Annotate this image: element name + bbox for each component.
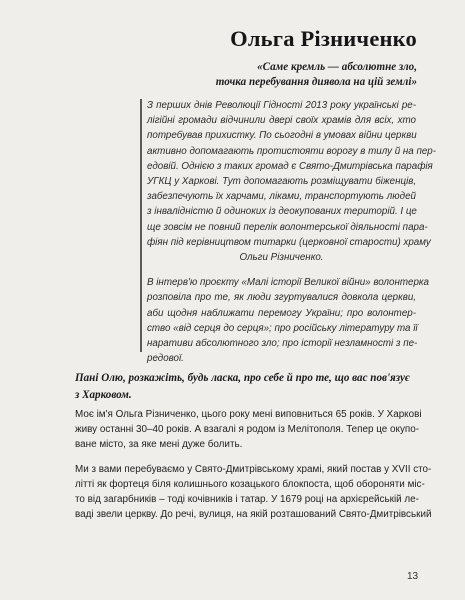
text-line: ще зовсім не повний перелік волонтерської діяльності пара- (147, 221, 428, 233)
text-line: то від загарбників – тоді кочівників і татар. У 1679 році на архієрейській ле- (75, 494, 419, 506)
intro-paragraph-2 (147, 275, 429, 366)
intro-block (147, 98, 437, 366)
page-title: Ольга Різниченко (230, 26, 417, 51)
question-line: з Харковом. (75, 389, 132, 401)
text-line: Ольги Різниченко. (239, 252, 324, 264)
epigraph-line: точка перебування диявола на цій землі» (215, 76, 417, 88)
epigraph-line: «Саме кремль — абсолютне зло, (257, 61, 417, 73)
text-line: потребував прихистку. По сьогодні в умовах війни церкви (147, 130, 417, 142)
text-line: забезпечують їх харчами, ліками, транспортують людей (147, 191, 416, 203)
text-line: літті як фортеця біля колишнього козацького блокпоста, щоб обороняти міс- (75, 478, 425, 490)
text-line: з інвалідністю й одиноких із деокупованих територій. І це (147, 206, 417, 218)
text-line: фіян під керівництвом титарки (церковної старости) храму (147, 236, 431, 248)
text-line: З перших днів Революції Гідності 2013 року українські ре- (147, 100, 416, 111)
text-line: Моє ім'я Ольга Різниченко, цього року мені виповниться 65 років. У Харкові (75, 409, 422, 420)
text-line: Ми з вами перебуваємо у Свято-Дмитрівському храмі, який постав у XVII сто- (75, 463, 432, 475)
text-line: едовій. Однією з таких громад є Свято-Дмитрівська парафія (147, 160, 433, 172)
epigraph-quote (117, 60, 417, 90)
text-line: ство «від серця до серця»; про російську літературу та її (147, 322, 418, 334)
answer-paragraph-2 (75, 462, 432, 523)
text-line: активно допомагають протистояти ворогу в тилу й на пер- (147, 145, 437, 157)
interview-question (75, 370, 416, 404)
text-line: ваді звели церкву. До речі, вулиця, на якій розташований Свято-Дмитрівський (75, 509, 432, 521)
answer-block (75, 407, 432, 522)
answer-paragraph-1 (75, 407, 422, 453)
question-line: Пані Олю, розкажіть, будь ласка, про себе й про те, що вас пов'язує (75, 372, 410, 384)
text-line: УГКЦ у Харкові. Тут допомагають розміщувати біженців, (147, 176, 417, 188)
page-number: 13 (407, 571, 419, 582)
intro-vertical-rule (140, 99, 142, 352)
text-line: редової. (147, 353, 184, 365)
text-line: розповіла про те, як люди згуртувалися довкола церкви, (147, 292, 416, 304)
text-line: живу останні 30–40 років. А взагалі я родом із Мелітополя. Тепер це окупо- (75, 424, 420, 436)
text-line: В інтерв'ю проєкту «Малі історії Великої війни» волонтерка (147, 277, 429, 289)
text-line: аби щодня наближати перемогу України; про волонтер- (147, 307, 416, 319)
text-line: лігійні громади відчинили двері своїх храмів для всіх, хто (147, 115, 416, 127)
text-line: наративи абсолютного зло; про історії незламності з пе- (147, 338, 418, 350)
text-line: ване місто, за яке мені дуже болить. (75, 439, 243, 451)
intro-paragraph-1 (147, 98, 437, 265)
